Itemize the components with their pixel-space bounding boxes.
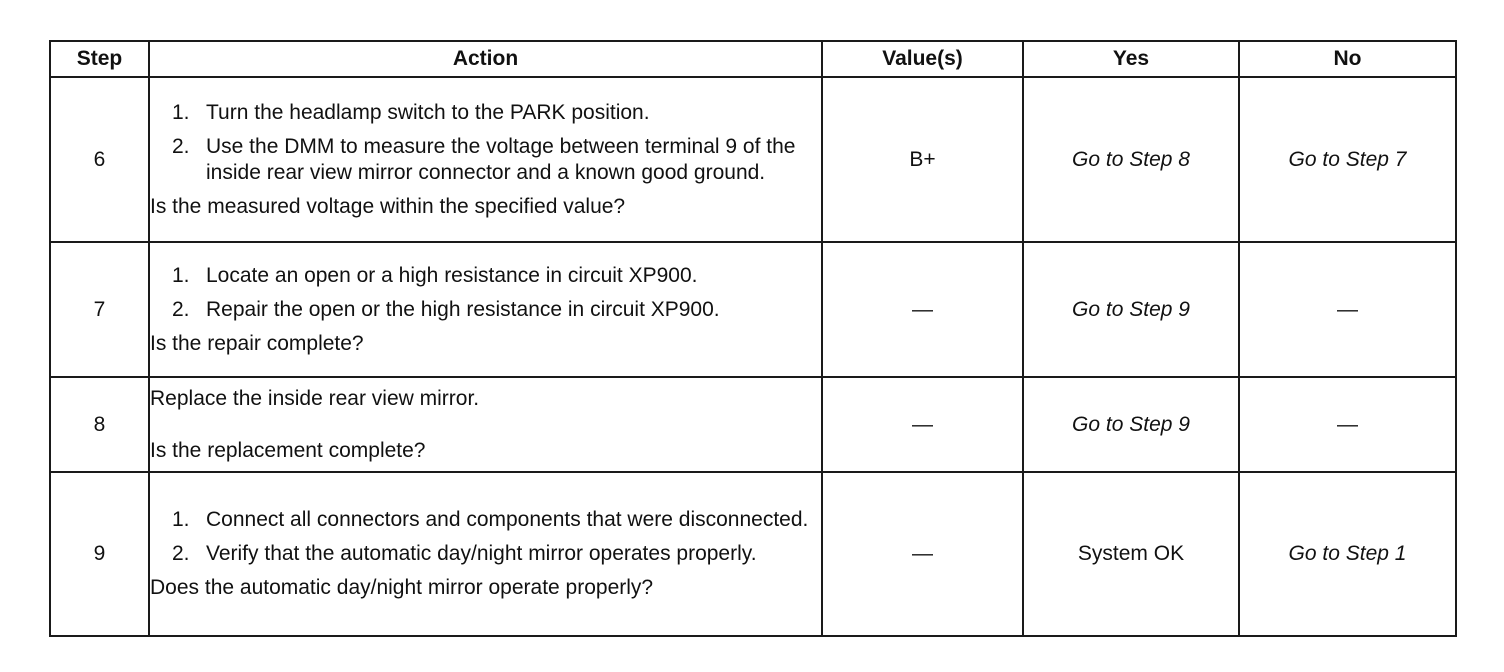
- substep-number: 2.: [172, 542, 190, 565]
- substep-list: [150, 507, 821, 567]
- substep-text: Turn the headlamp switch to the PARK position.: [206, 100, 650, 124]
- substep-number: 1.: [172, 100, 190, 124]
- header-yes: Yes: [1023, 41, 1239, 77]
- substep: [150, 541, 821, 567]
- substep-text: Connect all connectors and components that were disconnected.: [206, 508, 809, 531]
- question-text: Does the automatic day/night mirror operate properly?: [150, 576, 654, 599]
- substep: [150, 263, 821, 289]
- header-no: No: [1239, 41, 1456, 77]
- step-number: 7: [50, 242, 149, 377]
- substep-number: 1.: [172, 508, 190, 531]
- table-row: [50, 377, 1456, 472]
- question-text: Is the repair complete?: [150, 331, 364, 355]
- table-row: [50, 472, 1456, 636]
- substep: [150, 100, 821, 126]
- yes-cell: Go to Step 9: [1023, 242, 1239, 377]
- header-values: Value(s): [822, 41, 1023, 77]
- action-cell: [149, 472, 822, 636]
- header-row: [50, 41, 1456, 77]
- substep-list: [150, 263, 821, 323]
- step-number: 9: [50, 472, 149, 636]
- instruction-text: Replace the inside rear view mirror.: [150, 386, 480, 410]
- no-cell: Go to Step 1: [1239, 472, 1456, 636]
- header-action: Action: [149, 41, 822, 77]
- substep-number: 2.: [172, 297, 190, 321]
- step-number: 8: [50, 377, 149, 472]
- yes-cell: Go to Step 8: [1023, 77, 1239, 242]
- no-cell: Go to Step 7: [1239, 77, 1456, 242]
- action-cell: [149, 77, 822, 242]
- value-cell: B+: [822, 77, 1023, 242]
- no-cell: —: [1239, 242, 1456, 377]
- header-step: Step: [50, 41, 149, 77]
- diagnostic-table: [49, 40, 1457, 637]
- substep-number: 2.: [172, 134, 190, 158]
- substep: [150, 134, 821, 186]
- action-cell: [149, 377, 822, 472]
- substep-text: Verify that the automatic day/night mirror operates properly.: [206, 542, 757, 565]
- substep: [150, 297, 821, 323]
- substep-number: 1.: [172, 263, 190, 287]
- no-cell: —: [1239, 377, 1456, 472]
- yes-cell: Go to Step 9: [1023, 377, 1239, 472]
- question-text: Is the measured voltage within the specified value?: [150, 194, 626, 218]
- value-cell: —: [822, 377, 1023, 472]
- step-number: 6: [50, 77, 149, 242]
- question-text: Is the replacement complete?: [150, 438, 426, 462]
- substep-text: Use the DMM to measure the voltage between terminal 9 of the inside rear view mirror connector and a known good ground.: [206, 134, 796, 184]
- action-cell: [149, 242, 822, 377]
- substep-text: Locate an open or a high resistance in circuit XP900.: [206, 263, 698, 287]
- substep-text: Repair the open or the high resistance in circuit XP900.: [206, 297, 720, 321]
- value-cell: —: [822, 472, 1023, 636]
- substep-list: [150, 100, 821, 186]
- substep: [150, 507, 821, 533]
- table-row: [50, 242, 1456, 377]
- table-row: [50, 77, 1456, 242]
- value-cell: —: [822, 242, 1023, 377]
- yes-cell: System OK: [1023, 472, 1239, 636]
